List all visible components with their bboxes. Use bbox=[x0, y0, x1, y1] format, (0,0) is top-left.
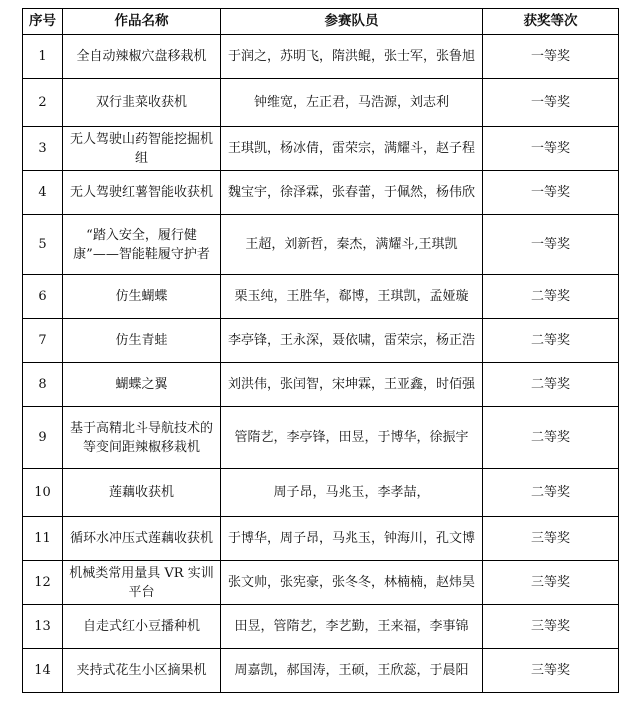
cell-title: 循环水冲压式莲藕收获机 bbox=[63, 517, 221, 561]
cell-members: 刘洪伟，张闰智，宋坤霖，王亚鑫，时佰强 bbox=[221, 363, 483, 407]
cell-award: 一等奖 bbox=[483, 215, 619, 275]
table-row bbox=[23, 605, 619, 649]
table-row bbox=[23, 215, 619, 275]
cell-award: 一等奖 bbox=[483, 171, 619, 215]
table-row bbox=[23, 469, 619, 517]
cell-title: 基于高精北斗导航技术的等变间距辣椒移栽机 bbox=[63, 407, 221, 469]
header-members: 参赛队员 bbox=[221, 9, 483, 35]
cell-members: 张文帅，张宪豪，张冬冬，林楠楠，赵炜昊 bbox=[221, 561, 483, 605]
cell-no: 8 bbox=[23, 363, 63, 407]
table-row bbox=[23, 127, 619, 171]
cell-members: 王琪凯，杨冰倩，雷荣宗，满耀斗，赵子程 bbox=[221, 127, 483, 171]
table-row bbox=[23, 649, 619, 693]
table-row bbox=[23, 407, 619, 469]
cell-award: 三等奖 bbox=[483, 517, 619, 561]
cell-award: 一等奖 bbox=[483, 35, 619, 79]
cell-members: 魏宝宇，徐泽霖，张春蕾，于佩然，杨伟欣 bbox=[221, 171, 483, 215]
cell-title: 莲藕收获机 bbox=[63, 469, 221, 517]
cell-no: 1 bbox=[23, 35, 63, 79]
cell-members: 李亭锋，王永深，聂依啸，雷荣宗，杨正浩 bbox=[221, 319, 483, 363]
cell-no: 5 bbox=[23, 215, 63, 275]
cell-no: 3 bbox=[23, 127, 63, 171]
cell-title: 自走式红小豆播种机 bbox=[63, 605, 221, 649]
table-row bbox=[23, 319, 619, 363]
cell-award: 一等奖 bbox=[483, 127, 619, 171]
header-title: 作品名称 bbox=[63, 9, 221, 35]
cell-award: 三等奖 bbox=[483, 649, 619, 693]
cell-members: 钟维宽，左正君，马浩源，刘志利 bbox=[221, 79, 483, 127]
awards-table bbox=[22, 8, 619, 693]
table-row bbox=[23, 363, 619, 407]
cell-no: 11 bbox=[23, 517, 63, 561]
cell-members: 于博华，周子昂，马兆玉，钟海川，孔文博 bbox=[221, 517, 483, 561]
table-row bbox=[23, 275, 619, 319]
cell-title: 无人驾驶红薯智能收获机 bbox=[63, 171, 221, 215]
cell-title: 机械类常用量具 VR 实训平台 bbox=[63, 561, 221, 605]
cell-award: 三等奖 bbox=[483, 561, 619, 605]
cell-title: 仿生蝴蝶 bbox=[63, 275, 221, 319]
header-award: 获奖等次 bbox=[483, 9, 619, 35]
cell-title: 全自动辣椒穴盘移栽机 bbox=[63, 35, 221, 79]
cell-title: “踏入安全，履行健康”——智能鞋履守护者 bbox=[63, 215, 221, 275]
cell-title: 双行韭菜收获机 bbox=[63, 79, 221, 127]
cell-no: 7 bbox=[23, 319, 63, 363]
cell-award: 二等奖 bbox=[483, 275, 619, 319]
cell-members: 周子昂，马兆玉，李孝喆， bbox=[221, 469, 483, 517]
cell-members: 栗玉纯，王胜华，郗博，王琪凯，孟娅璇 bbox=[221, 275, 483, 319]
cell-title: 夹持式花生小区摘果机 bbox=[63, 649, 221, 693]
cell-no: 9 bbox=[23, 407, 63, 469]
cell-award: 二等奖 bbox=[483, 407, 619, 469]
cell-no: 2 bbox=[23, 79, 63, 127]
cell-members: 周嘉凯，郝国涛，王硕，王欣蕊，于晨阳 bbox=[221, 649, 483, 693]
cell-title: 仿生青蛙 bbox=[63, 319, 221, 363]
table-row bbox=[23, 171, 619, 215]
table-row bbox=[23, 79, 619, 127]
cell-members: 管隋艺，李亭锋，田昱，于博华，徐振宇 bbox=[221, 407, 483, 469]
table-row bbox=[23, 35, 619, 79]
cell-no: 14 bbox=[23, 649, 63, 693]
cell-no: 10 bbox=[23, 469, 63, 517]
cell-no: 13 bbox=[23, 605, 63, 649]
cell-members: 王超，刘新哲，秦杰，满耀斗,王琪凯 bbox=[221, 215, 483, 275]
cell-award: 二等奖 bbox=[483, 363, 619, 407]
cell-award: 三等奖 bbox=[483, 605, 619, 649]
cell-members: 于润之，苏明飞，隋洪鲲，张士军，张鲁旭 bbox=[221, 35, 483, 79]
header-row bbox=[23, 9, 619, 35]
cell-title: 无人驾驶山药智能挖掘机组 bbox=[63, 127, 221, 171]
cell-no: 12 bbox=[23, 561, 63, 605]
table-row bbox=[23, 517, 619, 561]
cell-award: 二等奖 bbox=[483, 319, 619, 363]
cell-award: 一等奖 bbox=[483, 79, 619, 127]
cell-members: 田昱，管隋艺，李艺勤，王来福，李事锦 bbox=[221, 605, 483, 649]
header-no: 序号 bbox=[23, 9, 63, 35]
cell-title: 蝴蝶之翼 bbox=[63, 363, 221, 407]
cell-no: 6 bbox=[23, 275, 63, 319]
table-row bbox=[23, 561, 619, 605]
cell-award: 二等奖 bbox=[483, 469, 619, 517]
cell-no: 4 bbox=[23, 171, 63, 215]
